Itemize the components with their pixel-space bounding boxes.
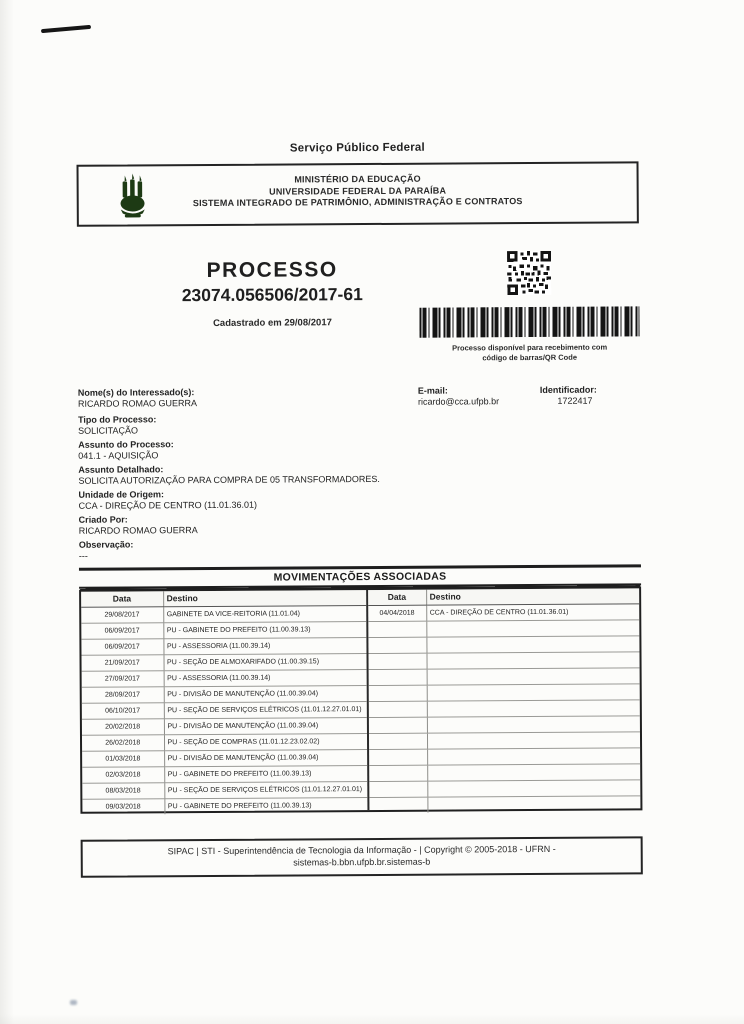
movement-date-cell bbox=[369, 781, 427, 797]
movements-table-right bbox=[368, 588, 640, 810]
movement-date-cell: 06/09/2017 bbox=[81, 622, 163, 639]
table-row bbox=[368, 619, 639, 637]
table-row bbox=[82, 685, 367, 703]
field-observation bbox=[79, 536, 641, 561]
origin-unit-value: CCA - DIREÇÃO DE CENTRO (11.01.36.01) bbox=[78, 499, 257, 511]
barcode-caption-line2: código de barras/QR Code bbox=[482, 352, 578, 362]
barcode bbox=[419, 306, 639, 337]
qr-code-icon bbox=[507, 251, 551, 295]
movement-destination-cell: PU - GABINETE DO PREFEITO (11.00.39.13) bbox=[167, 802, 312, 811]
table-row bbox=[369, 779, 640, 797]
movement-destination-cell bbox=[427, 763, 640, 780]
process-title: PROCESSO bbox=[206, 258, 338, 283]
table-row bbox=[81, 621, 366, 639]
col-header-data: Data bbox=[81, 591, 163, 607]
movement-date-cell: 20/02/2018 bbox=[82, 718, 164, 735]
movement-date-cell bbox=[369, 669, 427, 685]
table-row bbox=[82, 797, 367, 815]
institution-header-box bbox=[76, 161, 638, 226]
table-row bbox=[368, 603, 639, 621]
process-number: 23074.056506/2017-61 bbox=[181, 284, 363, 306]
movement-destination-cell: PU - SEÇÃO DE COMPRAS (11.01.12.23.02.02) bbox=[164, 733, 367, 750]
identifier-value: 1722417 bbox=[557, 395, 593, 406]
table-row bbox=[82, 781, 367, 799]
table-row bbox=[369, 795, 640, 813]
process-registered-date: Cadastrado em 29/08/2017 bbox=[213, 317, 332, 329]
movement-date-cell bbox=[369, 797, 427, 813]
field-process-type bbox=[78, 411, 640, 436]
process-type-value: SOLICITAÇÃO bbox=[78, 425, 139, 436]
process-fields bbox=[78, 384, 641, 564]
table-row bbox=[81, 637, 366, 655]
movement-destination-cell bbox=[427, 683, 640, 700]
movement-destination-cell bbox=[427, 731, 640, 748]
movement-date-cell: 08/03/2018 bbox=[82, 782, 164, 799]
movement-destination-cell: CCA - DIREÇÃO DE CENTRO (11.01.36.01) bbox=[426, 603, 639, 620]
movement-date-cell: 09/03/2018 bbox=[82, 798, 164, 815]
movement-destination-cell: PU - SEÇÃO DE SERVIÇOS ELÉTRICOS (11.01.12.27.01.01) bbox=[164, 701, 367, 718]
movement-date-cell: 01/03/2018 bbox=[82, 750, 164, 767]
table-row bbox=[369, 683, 640, 701]
movement-date-cell: 02/03/2018 bbox=[82, 766, 164, 783]
movement-destination-cell bbox=[427, 699, 640, 716]
movement-date-cell: 04/04/2018 bbox=[368, 605, 426, 621]
table-header-row bbox=[368, 588, 639, 605]
ministry-line: MINISTÉRIO DA EDUCAÇÃO bbox=[294, 173, 421, 185]
movement-date-cell bbox=[368, 637, 426, 653]
movement-date-cell: 06/10/2017 bbox=[82, 702, 164, 719]
subject-label: Assunto do Processo: bbox=[78, 439, 174, 450]
col-header-destino: Destino bbox=[163, 590, 366, 606]
table-row bbox=[81, 605, 366, 623]
movement-date-cell bbox=[369, 685, 427, 701]
movement-date-cell bbox=[369, 717, 427, 733]
service-line: Serviço Público Federal bbox=[289, 141, 425, 155]
movement-destination-cell: PU - SEÇÃO DE ALMOXARIFADO (11.00.39.15) bbox=[163, 653, 366, 670]
subject-detail-label: Assunto Detalhado: bbox=[78, 464, 164, 475]
footer-box bbox=[81, 836, 643, 877]
field-origin-unit bbox=[78, 486, 640, 511]
footer-line2: sistemas-b.bbn.ufpb.br.sistemas-b bbox=[293, 856, 431, 867]
movement-destination-cell: PU - GABINETE DO PREFEITO (11.00.39.13) bbox=[164, 765, 367, 782]
table-row bbox=[82, 717, 367, 735]
table-row bbox=[369, 667, 640, 685]
field-created-by bbox=[79, 511, 641, 536]
movement-date-cell bbox=[369, 765, 427, 781]
movement-date-cell: 29/08/2017 bbox=[81, 606, 163, 623]
email-value: ricardo@cca.ufpb.br bbox=[417, 396, 500, 407]
table-row bbox=[369, 715, 640, 733]
movement-destination-cell bbox=[427, 715, 640, 732]
university-line: UNIVERSIDADE FEDERAL DA PARAÍBA bbox=[269, 185, 447, 197]
footer-line1: SIPAC | STI - Superintendência de Tecnologia da Informação - | Copyright © 2005-2018 - UFRN - bbox=[167, 843, 556, 857]
system-line: SISTEMA INTEGRADO DE PATRIMÔNIO, ADMINISTRAÇÃO E CONTRATOS bbox=[192, 196, 523, 209]
table-row bbox=[82, 765, 367, 783]
movement-destination-cell bbox=[426, 651, 639, 668]
movement-destination-cell bbox=[427, 779, 640, 796]
table-header-row bbox=[81, 590, 366, 607]
movement-date-cell bbox=[368, 653, 426, 669]
subject-value: 041.1 - AQUISIÇÃO bbox=[78, 450, 159, 461]
field-row-interested bbox=[78, 384, 640, 414]
movement-destination-cell: PU - DIVISÃO DE MANUTENÇÃO (11.00.39.04) bbox=[164, 717, 367, 734]
table-row bbox=[369, 763, 640, 781]
subject-detail-value: SOLICITA AUTORIZAÇÃO PARA COMPRA DE 05 TRANSFORMADORES. bbox=[78, 473, 380, 486]
email-label: E-mail: bbox=[417, 385, 448, 396]
identifier-label: Identificador: bbox=[539, 384, 597, 395]
table-row bbox=[368, 635, 639, 653]
observation-label: Observação: bbox=[78, 539, 134, 550]
movement-date-cell: 28/09/2017 bbox=[82, 686, 164, 703]
table-row bbox=[81, 653, 366, 671]
table-row bbox=[369, 747, 640, 765]
movement-date-cell bbox=[369, 749, 427, 765]
movement-date-cell bbox=[369, 701, 427, 717]
table-row bbox=[369, 699, 640, 717]
table-row bbox=[82, 669, 367, 687]
movement-date-cell: 27/09/2017 bbox=[82, 670, 164, 687]
movements-table-left bbox=[81, 590, 369, 812]
movement-destination-cell: PU - SEÇÃO DE SERVIÇOS ELÉTRICOS (11.01.12.27.01.01) bbox=[164, 781, 367, 798]
origin-unit-label: Unidade de Origem: bbox=[78, 489, 165, 500]
movement-destination-cell: GABINETE DA VICE-REITORIA (11.01.04) bbox=[163, 605, 366, 622]
movement-destination-cell bbox=[427, 747, 640, 764]
movement-date-cell: 21/09/2017 bbox=[81, 654, 163, 671]
movement-destination-cell bbox=[426, 635, 639, 652]
code-block bbox=[419, 250, 640, 362]
field-subject bbox=[78, 436, 640, 461]
field-subject-detail bbox=[78, 461, 640, 486]
movement-date-cell: 06/09/2017 bbox=[81, 638, 163, 655]
process-block bbox=[77, 257, 467, 329]
barcode-caption-line1: Processo disponível para recebimento com bbox=[452, 342, 608, 353]
interested-label: Nome(s) do Interessado(s): bbox=[77, 387, 195, 398]
created-by-value: RICARDO ROMAO GUERRA bbox=[78, 525, 198, 536]
table-row bbox=[368, 651, 639, 669]
movements-table bbox=[79, 586, 642, 813]
table-row bbox=[82, 733, 367, 751]
col-header-data: Data bbox=[368, 590, 426, 605]
movement-destination-cell: PU - DIVISÃO DE MANUTENÇÃO (11.00.39.04) bbox=[164, 749, 367, 766]
movement-destination-cell: PU - GABINETE DO PREFEITO (11.00.39.13) bbox=[163, 621, 366, 638]
table-row bbox=[82, 701, 367, 719]
movements-section-title: MOVIMENTAÇÕES ASSOCIADAS bbox=[79, 564, 641, 588]
movement-date-cell bbox=[368, 621, 426, 637]
interested-value: RICARDO ROMAO GUERRA bbox=[77, 398, 198, 409]
movement-destination-cell: PU - ASSESSORIA (11.00.39.14) bbox=[163, 637, 366, 654]
table-row bbox=[82, 749, 367, 767]
col-header-destino: Destino bbox=[426, 588, 639, 604]
table-row bbox=[369, 731, 640, 749]
movement-destination-cell bbox=[426, 619, 639, 636]
movement-destination-cell bbox=[427, 795, 640, 812]
created-by-label: Criado Por: bbox=[78, 514, 128, 525]
movement-date-cell bbox=[369, 733, 427, 749]
movement-destination-cell: PU - DIVISÃO DE MANUTENÇÃO (11.00.39.04) bbox=[164, 685, 367, 702]
movement-destination-cell bbox=[427, 667, 640, 684]
process-type-label: Tipo do Processo: bbox=[78, 414, 157, 425]
observation-value: --- bbox=[78, 550, 88, 561]
movement-date-cell: 26/02/2018 bbox=[82, 734, 164, 751]
movement-destination-cell: PU - ASSESSORIA (11.00.39.14) bbox=[164, 669, 367, 686]
